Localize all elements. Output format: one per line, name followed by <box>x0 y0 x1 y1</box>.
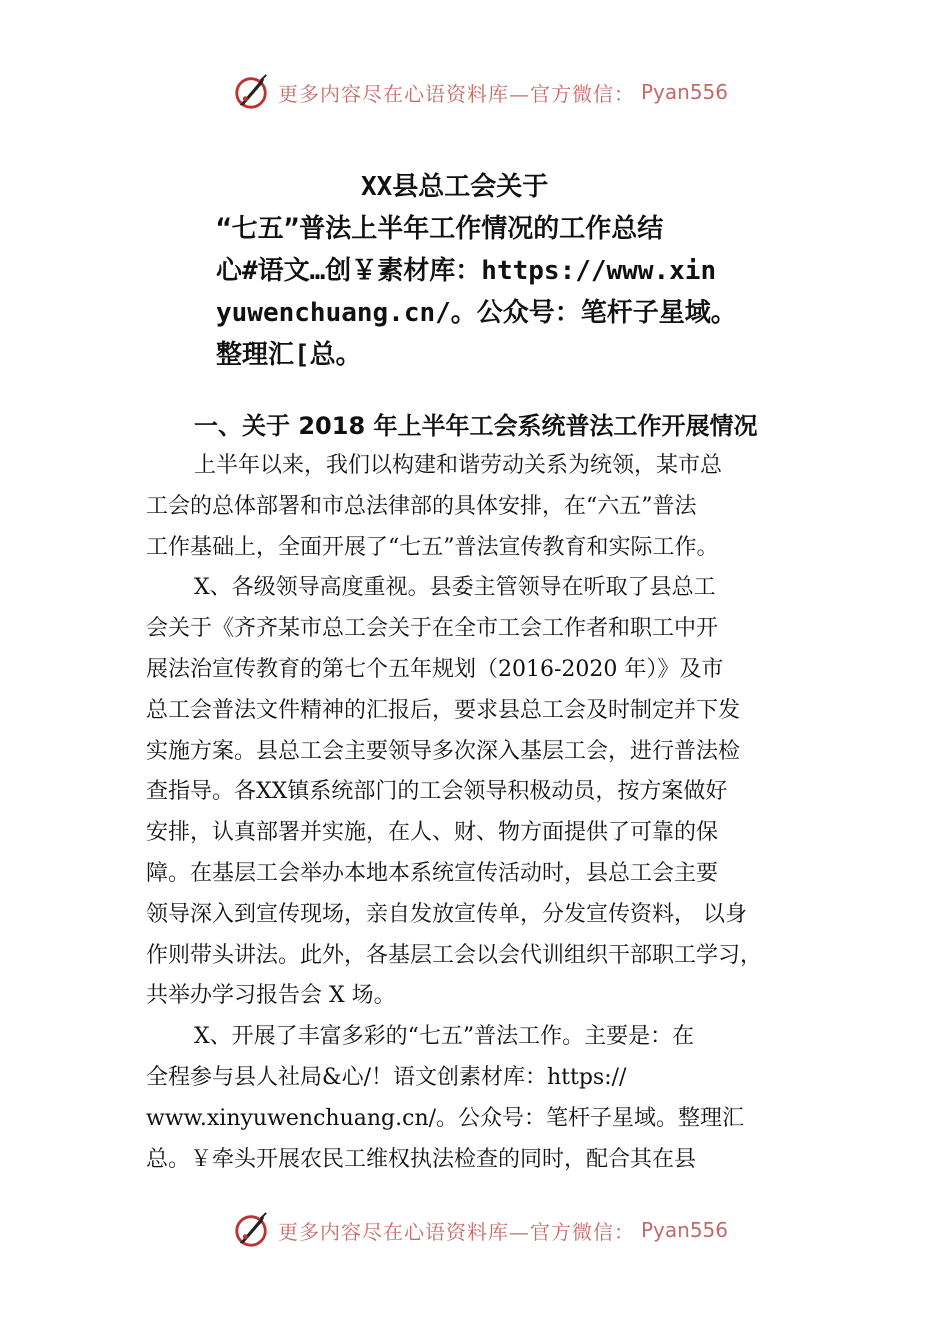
body-line: 共举办学习报告会 X 场。 <box>146 983 396 1009</box>
watermark-banner-bottom <box>232 1210 752 1250</box>
section-heading: 一、关于 2018 年上半年工会系统普法工作开展情况 <box>194 412 758 440</box>
body-line: 工作基础上，全面开展了“七五”普法宣传教育和实际工作。 <box>146 534 719 560</box>
quill-pen-logo-icon <box>232 73 270 111</box>
title-line: “七五”普法上半年工作情况的工作总结 <box>216 214 664 244</box>
body-line: 全程参与县人社局&心/！语文创素材库：https:// <box>146 1064 627 1090</box>
body-line: X、开展了丰富多彩的“七五”普法工作。主要是：在 <box>194 1024 695 1050</box>
body-line: 领导深入到宣传现场，亲自发放宣传单，分发宣传资料， 以身 <box>146 901 747 927</box>
body-line: 障。在基层工会举办本地本系统宣传活动时，县总工会主要 <box>146 860 719 886</box>
body-line: 会关于《齐齐某市总工会关于在全市工会工作者和职工中开 <box>146 616 719 642</box>
title-line: 心#语文…创￥素材库：https://www.xin <box>216 256 717 286</box>
body-line: 工会的总体部署和市总法律部的具体安排，在“六五”普法 <box>146 493 697 519</box>
body-line: 安排，认真部署并实施，在人、财、物方面提供了可靠的保 <box>146 820 719 846</box>
quill-pen-logo-icon <box>232 1211 270 1249</box>
body-line: 总。￥牵头开展农民工维权执法检查的同时，配合其在县 <box>146 1146 697 1172</box>
watermark-text: 更多内容尽在心语资料库—官方微信： <box>278 81 635 106</box>
title-line: 整理汇[总。 <box>216 340 362 370</box>
body-line: 上半年以来，我们以构建和谐劳动关系为统领，某市总 <box>194 453 723 478</box>
body-line: 总工会普法文件精神的汇报后，要求县总工会及时制定并下发 <box>146 697 741 723</box>
body-line: 展法治宣传教育的第七个五年规划（2016-2020 年）》及市 <box>146 656 724 682</box>
watermark-text: 更多内容尽在心语资料库—官方微信： <box>278 1219 635 1244</box>
watermark-banner-top <box>232 72 752 112</box>
body-paragraphs <box>146 446 836 1180</box>
watermark-wechat-id: Pyan556 <box>641 1218 729 1242</box>
body-line: 实施方案。县总工会主要领导多次深入基层工会，进行普法检 <box>146 738 741 764</box>
body-line: X、各级领导高度重视。县委主管领导在听取了县总工 <box>194 575 716 601</box>
body-line: www.xinyuwenchuang.cn/。公众号：笔杆子星域。整理汇 <box>146 1105 745 1131</box>
body-line: 查指导。各XX镇系统部门的工会领导积极动员，按方案做好 <box>146 779 728 805</box>
document-title <box>216 166 756 376</box>
body-line: 作则带头讲法。此外，各基层工会以会代训组织干部职工学习， <box>146 942 763 968</box>
title-line: XX县总工会关于 <box>361 172 549 202</box>
title-line: yuwenchuang.cn/。公众号：笔杆子星域。 <box>216 298 737 328</box>
watermark-wechat-id: Pyan556 <box>641 80 729 104</box>
